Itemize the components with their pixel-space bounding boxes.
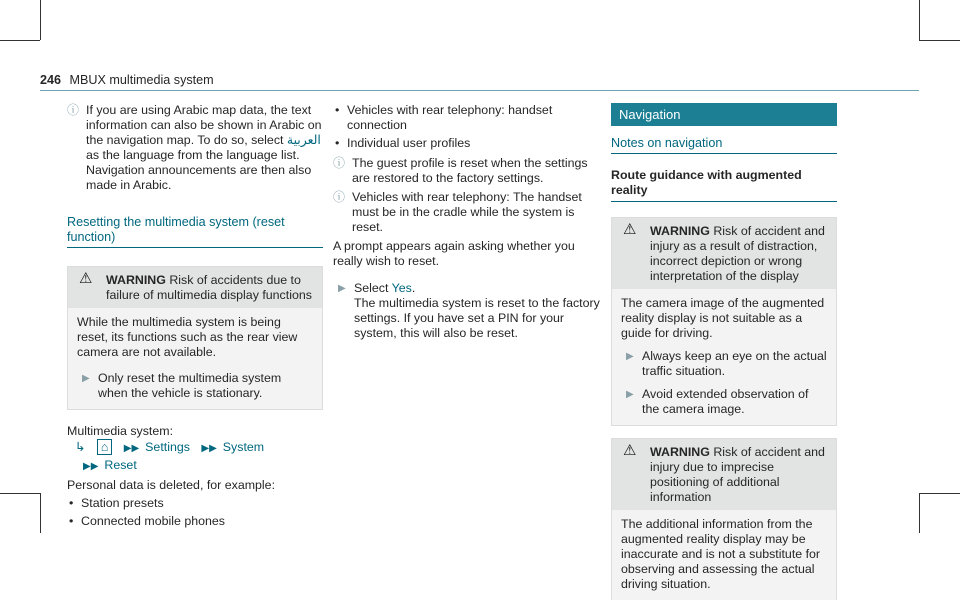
arabic-language-option: العربية [286, 133, 321, 147]
chevron-icon: ▶▶ [123, 443, 140, 454]
crop-mark [919, 493, 920, 533]
step-arrow-icon: ▶ [338, 283, 346, 294]
info-icon: ⓘ [67, 103, 80, 117]
crop-mark [919, 40, 960, 41]
chevron-icon: ▶▶ [83, 461, 99, 472]
header-divider [40, 90, 919, 91]
instruction-step: ▶ Only reset the multimedia system when the vehicle is stationary. [82, 371, 282, 400]
warning-box [611, 438, 837, 600]
instruction-step: ▶ Avoid extended observation of the camera image. [626, 387, 809, 416]
info-icon: ⓘ [333, 156, 346, 170]
crop-mark [0, 493, 40, 494]
warning-body: The camera image of the augmented reality display is not suitable as a guide for driving. ▶ Always keep an eye on the actual traffic situation. ▶ Avoid extended observation of the camera image. [612, 289, 836, 425]
route-heading: Route guidance with augmented reality [611, 168, 837, 202]
crop-mark [919, 493, 960, 494]
deleted-text: Personal data is deleted, for example: [67, 478, 276, 492]
path-arrow-icon: ↳ [75, 440, 86, 454]
chapter-banner: Navigation [611, 103, 837, 126]
path-settings: Settings [145, 440, 190, 454]
menu-path [67, 439, 323, 475]
section-heading: Resetting the multimedia system (reset function) [67, 215, 323, 248]
list-item: • Connected mobile phones [67, 514, 323, 529]
prompt-text: A prompt appears again asking whether you really wish to reset. [333, 239, 575, 268]
path-reset: Reset [104, 458, 137, 472]
result-text: The multimedia system is reset to the factory settings. If you have set a PIN for your system, this will also be reset. [354, 296, 600, 340]
list-item: • Individual user profiles [333, 136, 603, 151]
warning-box [611, 217, 837, 426]
instruction-step: ▶ Select Yes. The multimedia system is reset to the factory settings. If you have set a PIN for your system, this will also be reset. [333, 281, 603, 341]
warning-body: While the multimedia system is being reset, its functions such as the rear view camera are not available. ▶ Only reset the multimedia system when the vehicle is stationary. [68, 308, 322, 409]
list-item: • Station presets [67, 496, 323, 511]
step-arrow-icon: ▶ [626, 351, 634, 362]
warning-body: The additional information from the augmented reality display may be inaccurate and is not a substitute for observing and assessing the actual driving situation. [612, 510, 836, 600]
yes-option: Yes [391, 281, 412, 295]
page-number: 246 [40, 73, 62, 87]
column-right [611, 103, 837, 600]
note: ⓘ The guest profile is reset when the settings are restored to the factory settings. [333, 156, 588, 185]
step-arrow-icon: ▶ [626, 389, 634, 400]
warning-header: ⚠ WARNING Risk of accident and injury as a result of distraction, incorrect depiction or wrong interpretation of the display [612, 218, 836, 289]
warning-icon: ⚠ [79, 270, 93, 287]
crop-mark [40, 493, 41, 533]
path-system: System [222, 440, 265, 454]
chevron-icon: ▶▶ [201, 443, 217, 454]
page-header [40, 73, 214, 88]
note: ⓘ If you are using Arabic map data, the text information can also be shown in Arabic on the navigation map. To do so, select العربية as the language from the language list. Navigation announcements are then also made in Arabic. [67, 103, 322, 192]
warning-icon: ⚠ [623, 221, 637, 238]
info-icon: ⓘ [333, 190, 346, 204]
notes-heading: Notes on navigation [611, 136, 837, 154]
multimedia-label: Multimedia system: [67, 424, 174, 438]
home-icon: ⌂ [97, 439, 112, 455]
note: ⓘ Vehicles with rear telephony: The handset must be in the cradle while the system is reset. [333, 190, 582, 234]
step-arrow-icon: ▶ [82, 373, 90, 384]
list-item: • Vehicles with rear telephony: handset connection [333, 103, 603, 133]
column-left [67, 103, 323, 529]
column-middle [333, 103, 603, 341]
warning-header: ⚠ WARNING Risk of accident and injury due to imprecise positioning of additional information [612, 439, 836, 510]
warning-box [67, 266, 323, 410]
crop-mark [0, 40, 40, 41]
warning-icon: ⚠ [623, 442, 637, 459]
header-title: MBUX multimedia system [69, 73, 214, 87]
instruction-step: ▶ Always keep an eye on the actual traffic situation. [626, 349, 827, 378]
crop-mark [919, 0, 920, 40]
warning-header: ⚠ WARNING Risk of accidents due to failure of multimedia display functions [68, 267, 322, 308]
crop-mark [40, 0, 41, 40]
